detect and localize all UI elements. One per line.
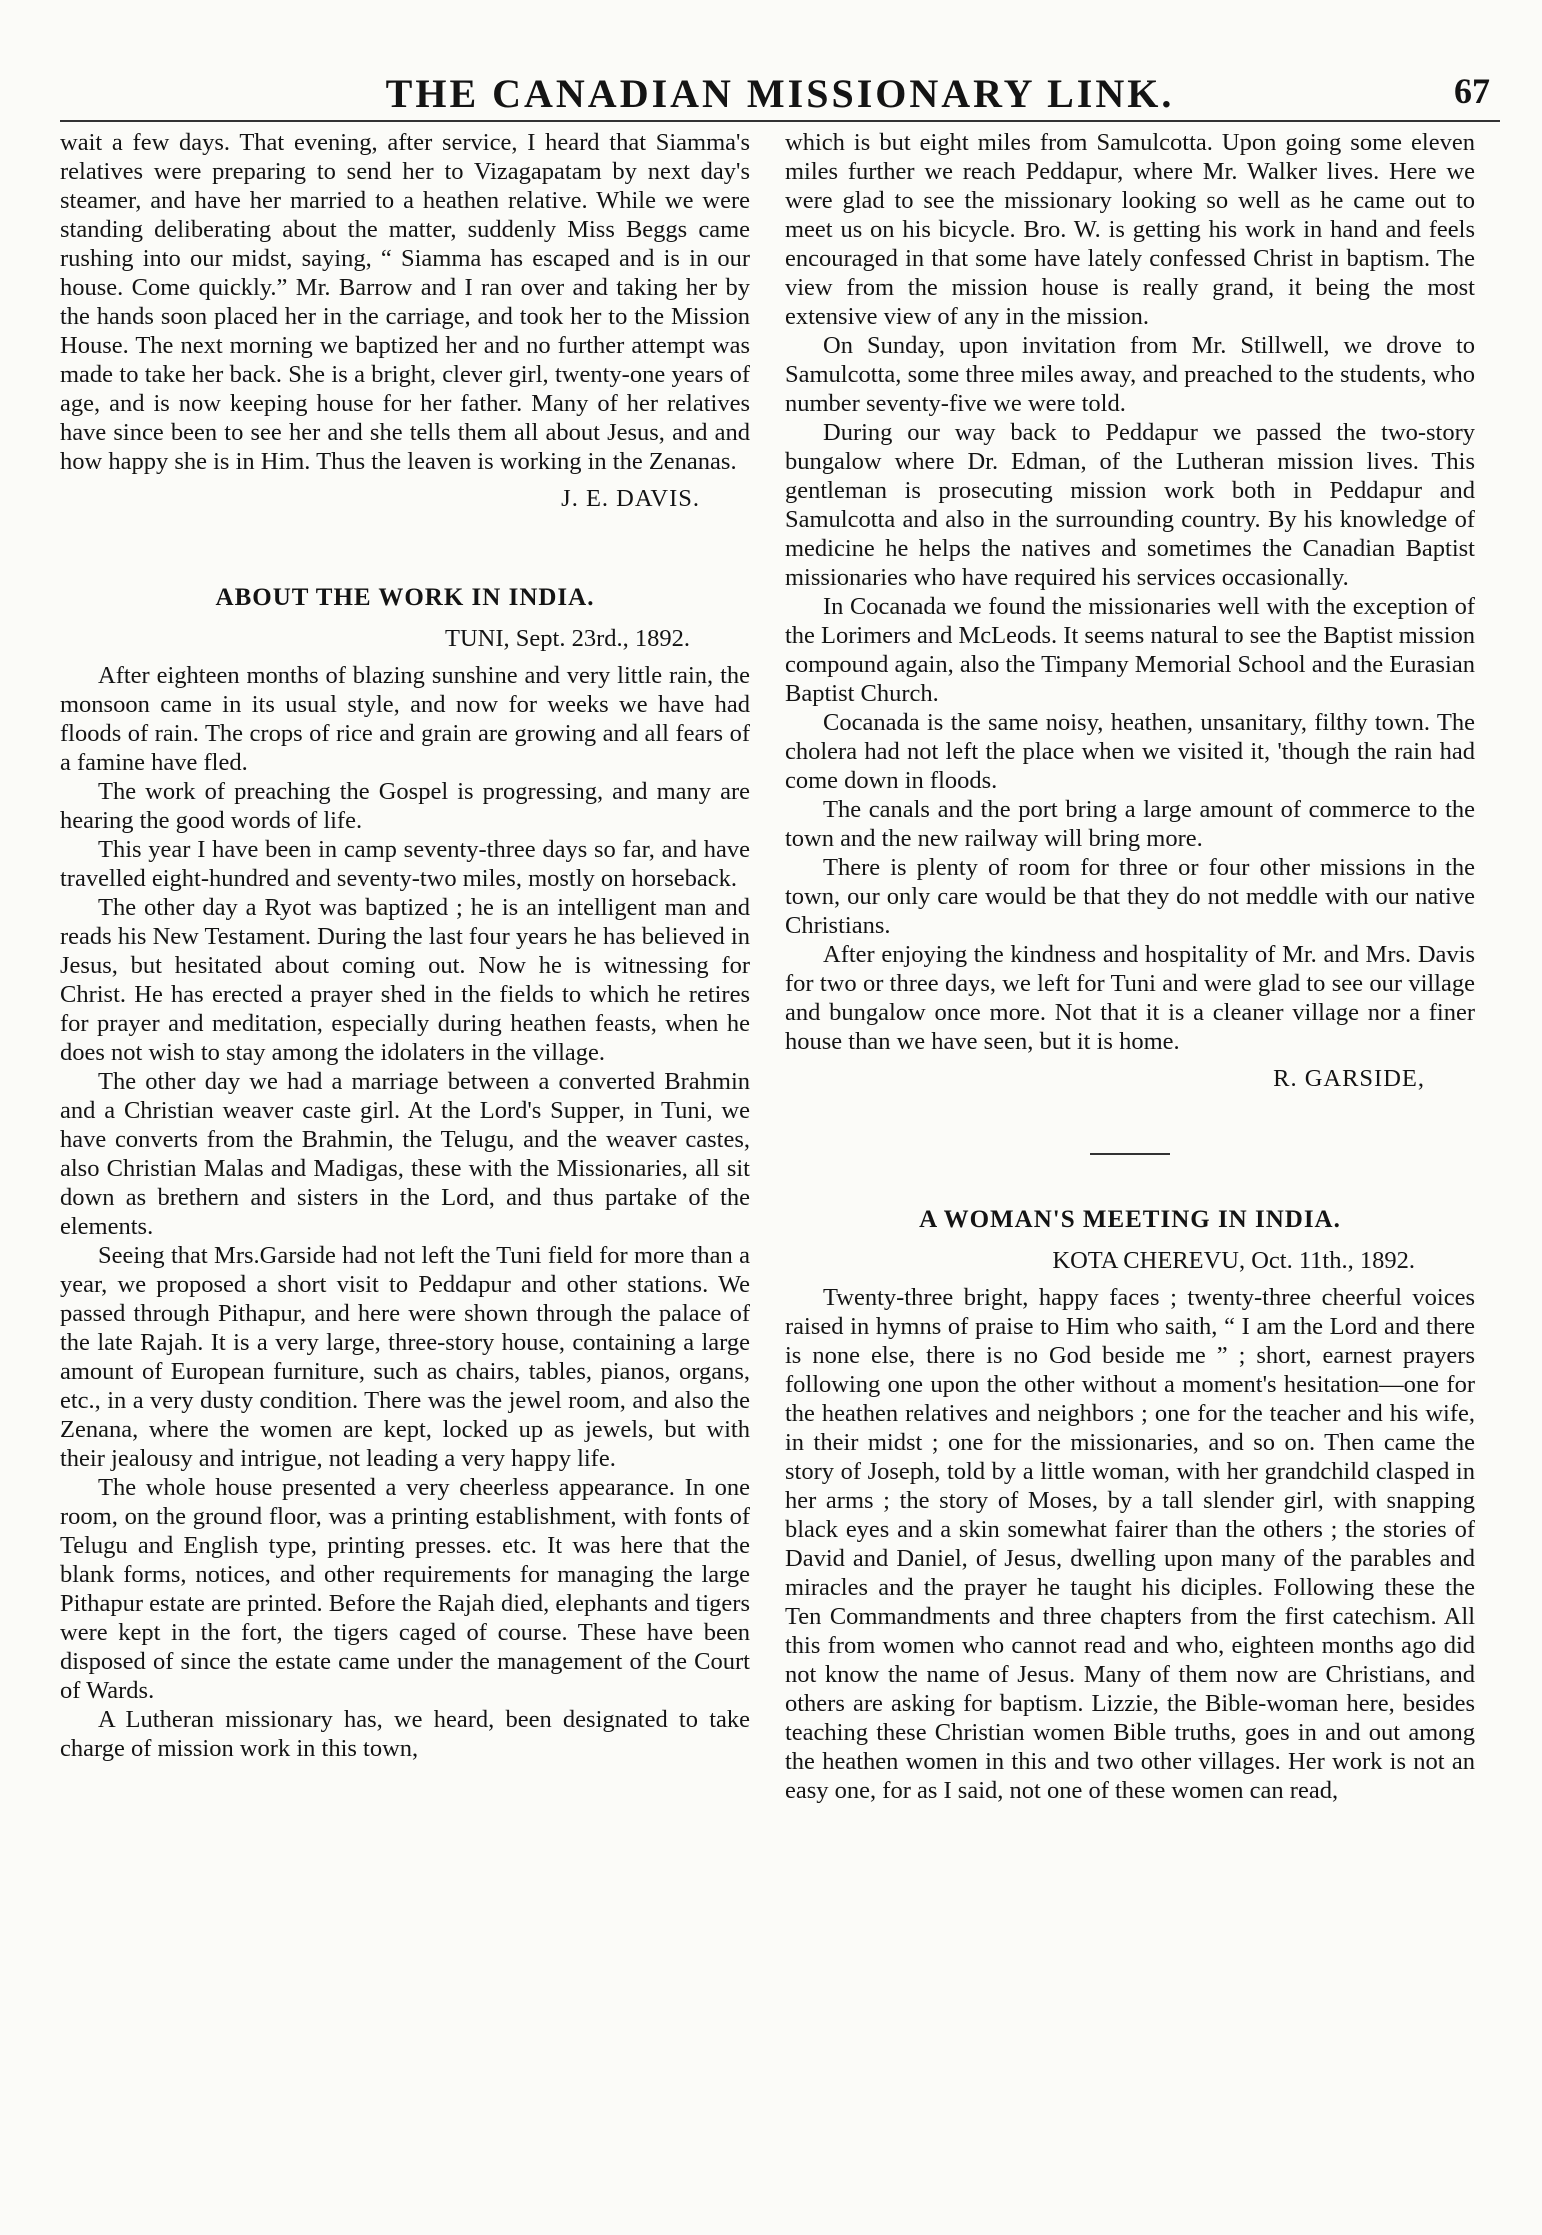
publication-title: THE CANADIAN MISSIONARY LINK. bbox=[385, 71, 1175, 116]
paragraph: During our way back to Peddapur we passed the two-story bungalow where Dr. Edman, of the Lutheran mission lives. This gentleman is prosecuting mission work both in Peddapur and Samulcotta and also in the surrounding country. By his knowledge of medicine he helps the natives and sometimes the Canadian Baptist missionaries who have required his services occasionally. bbox=[785, 419, 1475, 591]
page-header bbox=[60, 60, 1500, 122]
paragraph: wait a few days. That evening, after service, I heard that Siamma's relatives were preparing to send her to Vizagapatam by next day's steamer, and have her married to a heathen relative. While we were standing deliberating about the matter, suddenly Miss Beggs came rushing into our midst, saying, “ Siamma has escaped and is in our house. Come quickly.” Mr. Barrow and I ran over and taking her by the hands soon placed her in the carriage, and took her to the Mission House. The next morning we baptized her and no further attempt was made to take her back. She is a bright, clever girl, twenty-one years of age, and is now keeping house for her father. Many of her relatives have since been to see her and she tells them all about Jesus, and and how happy she is in Him. Thus the leaven is working in the Zenanas. bbox=[60, 129, 750, 475]
paragraph: Twenty-three bright, happy faces ; twenty-three cheerful voices raised in hymns of praise to Him who saith, “ I am the Lord and there is none else, there is no God beside me ” ; short, earnest prayers following one upon the other without a moment's hesitation—one for the heathen relatives and neighbors ; one for the teacher and his wife, in their midst ; one for the missionaries, and so on. Then came the story of Joseph, told by a little woman, with her grandchild clasped in her arms ; the story of Moses, by a tall slender girl, with snapping black eyes and a skin somewhat fairer than the others ; the stories of David and Daniel, of Jesus, dwelling upon many of the parables and miracles and the prayer he taught his diciples. Following these the Ten Commandments and three chapters from the first catechism. All this from women who cannot read and who, eighteen months ago did not know the name of Jesus. Many of them now are Christians, and others are asking for baptism. Lizzie, the Bible-woman here, besides teaching these Christian women Bible truths, goes in and out among the heathen women in this and two other villages. Her work is not an easy one, for as I said, not one of these women can read, bbox=[785, 1284, 1475, 1804]
paragraph: On Sunday, upon invitation from Mr. Stillwell, we drove to Samulcotta, some three miles away, and preached to the students, who number seventy-five we were told. bbox=[785, 332, 1475, 417]
left-column bbox=[60, 128, 750, 2158]
paragraph: In Cocanada we found the missionaries well with the exception of the Lorimers and McLeods. It seems natural to see the Baptist mission compound again, also the Timpany Memorial School and the Eurasian Baptist Church. bbox=[785, 593, 1475, 707]
paragraph: There is plenty of room for three or four other missions in the town, our only care would be that they do not meddle with our native Christians. bbox=[785, 854, 1475, 939]
paragraph: Seeing that Mrs.Garside had not left the Tuni field for more than a year, we proposed a short visit to Peddapur and other stations. We passed through Pithapur, and here were shown through the palace of the late Rajah. It is a very large, three-story house, containing a large amount of European furniture, such as chairs, tables, pianos, organs, etc., in a very dusty condition. There was the jewel room, and also the Zenana, where the women are kept, locked up as jewels, but with their jealousy and intrigue, not leading a very happy life. bbox=[60, 1242, 750, 1472]
paragraph: After enjoying the kindness and hospitality of Mr. and Mrs. Davis for two or three days, we left for Tuni and were glad to see our village and bungalow once more. Not that it is a cleaner village nor a finer house than we have seen, but it is home. bbox=[785, 941, 1475, 1055]
paragraph: The whole house presented a very cheerless appearance. In one room, on the ground floor, was a printing establishment, with fonts of Telugu and English type, printing presses. etc. It was here that the blank forms, notices, and other requirements for managing the large Pithapur estate are printed. Before the Rajah died, elephants and tigers were kept in the fort, the tigers caged of course. These have been disposed of since the estate came under the management of the Court of Wards. bbox=[60, 1474, 750, 1704]
paragraph: The other day we had a marriage between a converted Brahmin and a Christian weaver caste girl. At the Lord's Supper, in Tuni, we have converts from the Brahmin, the Telugu, and the weaver castes, also Christian Malas and Madigas, these with the Missionaries, all sit down as brethern and sisters in the Lord, and thus partake of the elements. bbox=[60, 1068, 750, 1240]
paragraph: A Lutheran missionary has, we heard, been designated to take charge of mission work in this town, bbox=[60, 1706, 750, 1762]
paragraph: which is but eight miles from Samulcotta. Upon going some eleven miles further we reach Peddapur, where Mr. Walker lives. Here we were glad to see the missionary looking so well as he came out to meet us on his bicycle. Bro. W. is getting his work in hand and feels encouraged in that some have lately confessed Christ in baptism. The view from the mission house is really grand, it being the most extensive view of any in the mission. bbox=[785, 129, 1475, 330]
signature: R. GARSIDE, bbox=[1273, 1065, 1425, 1092]
paragraph: After eighteen months of blazing sunshine and very little rain, the monsoon came in its usual style, and now for weeks we have had floods of rain. The crops of rice and grain are growing and all fears of a famine have fled. bbox=[60, 662, 750, 776]
paragraph: Cocanada is the same noisy, heathen, unsanitary, filthy town. The cholera had not left the place when we visited it, 'though the rain had come down in floods. bbox=[785, 709, 1475, 794]
dateline: KOTA CHEREVU, Oct. 11th., 1892. bbox=[1052, 1247, 1415, 1274]
section-divider bbox=[1090, 1153, 1170, 1155]
paragraph: The canals and the port bring a large amount of commerce to the town and the new railway will bring more. bbox=[785, 796, 1475, 852]
page-number: 67 bbox=[1454, 71, 1490, 111]
dateline: TUNI, Sept. 23rd., 1892. bbox=[445, 625, 690, 652]
paragraph: The other day a Ryot was baptized ; he is an intelligent man and reads his New Testament. During the last four years he has believed in Jesus, but hesitated about coming out. Now he is witnessing for Christ. He has erected a prayer shed in the fields to which he retires for prayer and meditation, especially during heathen feasts, when he does not wish to stay among the idolaters in the village. bbox=[60, 894, 750, 1066]
right-column bbox=[785, 128, 1475, 2158]
paragraph: The work of preaching the Gospel is progressing, and many are hearing the good words of life. bbox=[60, 778, 750, 834]
article-heading: ABOUT THE WORK IN INDIA. bbox=[215, 584, 595, 611]
article-heading: A WOMAN'S MEETING IN INDIA. bbox=[919, 1206, 1341, 1233]
signature: J. E. DAVIS. bbox=[561, 485, 700, 512]
paragraph: This year I have been in camp seventy-three days so far, and have travelled eight-hundred and seventy-two miles, mostly on horseback. bbox=[60, 836, 750, 892]
